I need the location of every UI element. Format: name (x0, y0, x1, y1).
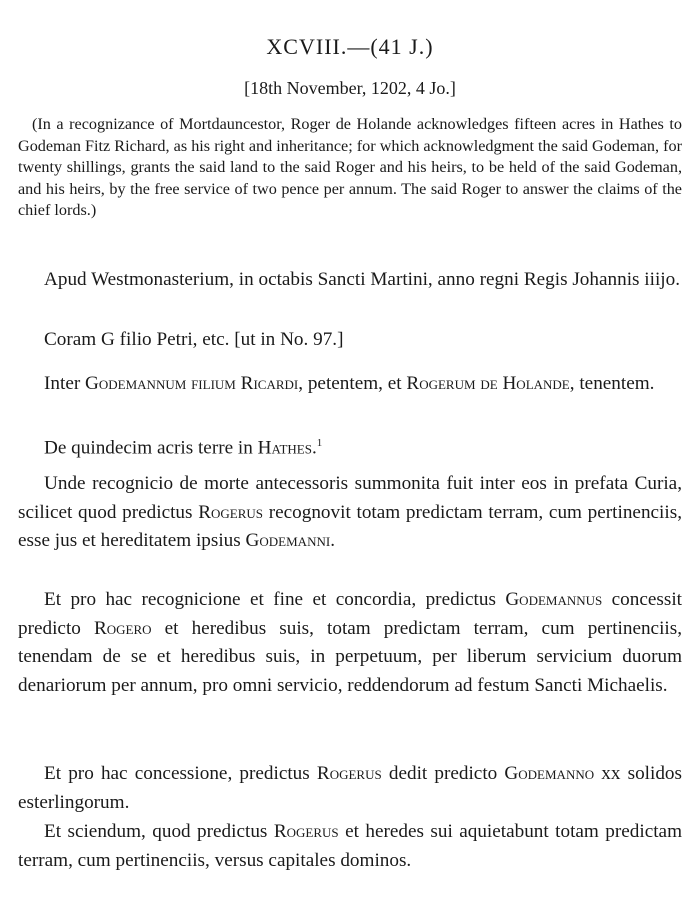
paragraph-concessit (18, 586, 682, 700)
place-name-hathes: Hathes (257, 437, 312, 459)
paragraph-place-date (18, 266, 682, 295)
english-abstract: (In a recognizance of Mortdauncestor, Roger de Holande acknowledges fifteen acres in Hathes to Godeman Fitz Richard, as his right and inheritance; for which acknowledgment the said Godeman, for twenty shillings, grants the said land to the said Roger and his heirs, to be held of the said Godeman, and his heirs, by the free service of two pence per annum. The said Roger to answer the claims of the chief lords.) (18, 115, 682, 219)
party-name-rogerum: Rogerum de Holande (406, 373, 570, 394)
paragraph-land (18, 429, 682, 463)
text-run: Inter (44, 373, 86, 394)
paragraph-recognicio (18, 470, 682, 556)
text-run: Et pro hac recognicione et fine et concordia, predictus (44, 589, 506, 610)
text-run: . (330, 530, 335, 552)
text-run: Unde recognicio de morte antecessoris summonita fuit inter eos in prefata Curia, scilicet quod predictus (18, 473, 682, 523)
charter-heading: XCVIII.—(41 J.) (266, 34, 434, 59)
footnote-marker: 1 (316, 437, 323, 449)
text-run: , tenentem. (569, 373, 655, 394)
text-run: xx solidos esterlingorum. (18, 763, 682, 813)
party-name-rogero: Rogero (93, 617, 152, 639)
paragraph-sciendum (18, 818, 682, 875)
text-run: , petentem, et (298, 373, 407, 394)
text-run: dedit predicto (381, 763, 505, 784)
text-run: et heredibus suis, totam predictam terram, cum pertinenciis, tenendam de se et heredibus suis, in perpetuum, per liberum servicium duorum denariorum per annum, pro omni servicio, reddendorum ad festum Sancti Michaelis. (18, 617, 682, 696)
text-run: Et sciendum, quod predictus (44, 821, 274, 842)
party-name-godemannum: Godemannum filium Ricardi (85, 373, 299, 394)
text-run: concessit predicto (18, 589, 682, 639)
paragraph-text: Apud Westmonasterium, in octabis Sancti Martini, anno regni Regis Johannis iiijo. (44, 269, 681, 290)
text-run: recognovit totam predictam terram, cum pertinenciis, esse jus et hereditatem ipsius (18, 501, 682, 552)
party-name-godemanno: Godemanno (504, 763, 595, 784)
text-run: et heredes sui aquietabunt totam predictam terram, cum pertinenciis, versus capitales dominos. (18, 821, 682, 871)
paragraph-text: Coram G filio Petri, etc. [ut in No. 97.] (44, 329, 344, 350)
party-name-rogerus: Rogerus (316, 763, 382, 784)
party-name-godemanni: Godemanni (245, 530, 331, 552)
party-name-rogerus: Rogerus (198, 501, 264, 523)
paragraph-dedit (18, 760, 682, 817)
text-run: De quindecim acris terre in (44, 437, 258, 459)
party-name-godemannus: Godemannus (505, 589, 603, 610)
text-run: Et pro hac concessione, predictus (44, 763, 317, 784)
party-name-rogerus: Rogerus (273, 821, 339, 842)
text-run: . (311, 437, 317, 459)
paragraph-parties (18, 370, 682, 399)
charter-date: [18th November, 1202, 4 Jo.] (244, 78, 456, 98)
paragraph-coram (18, 326, 682, 355)
